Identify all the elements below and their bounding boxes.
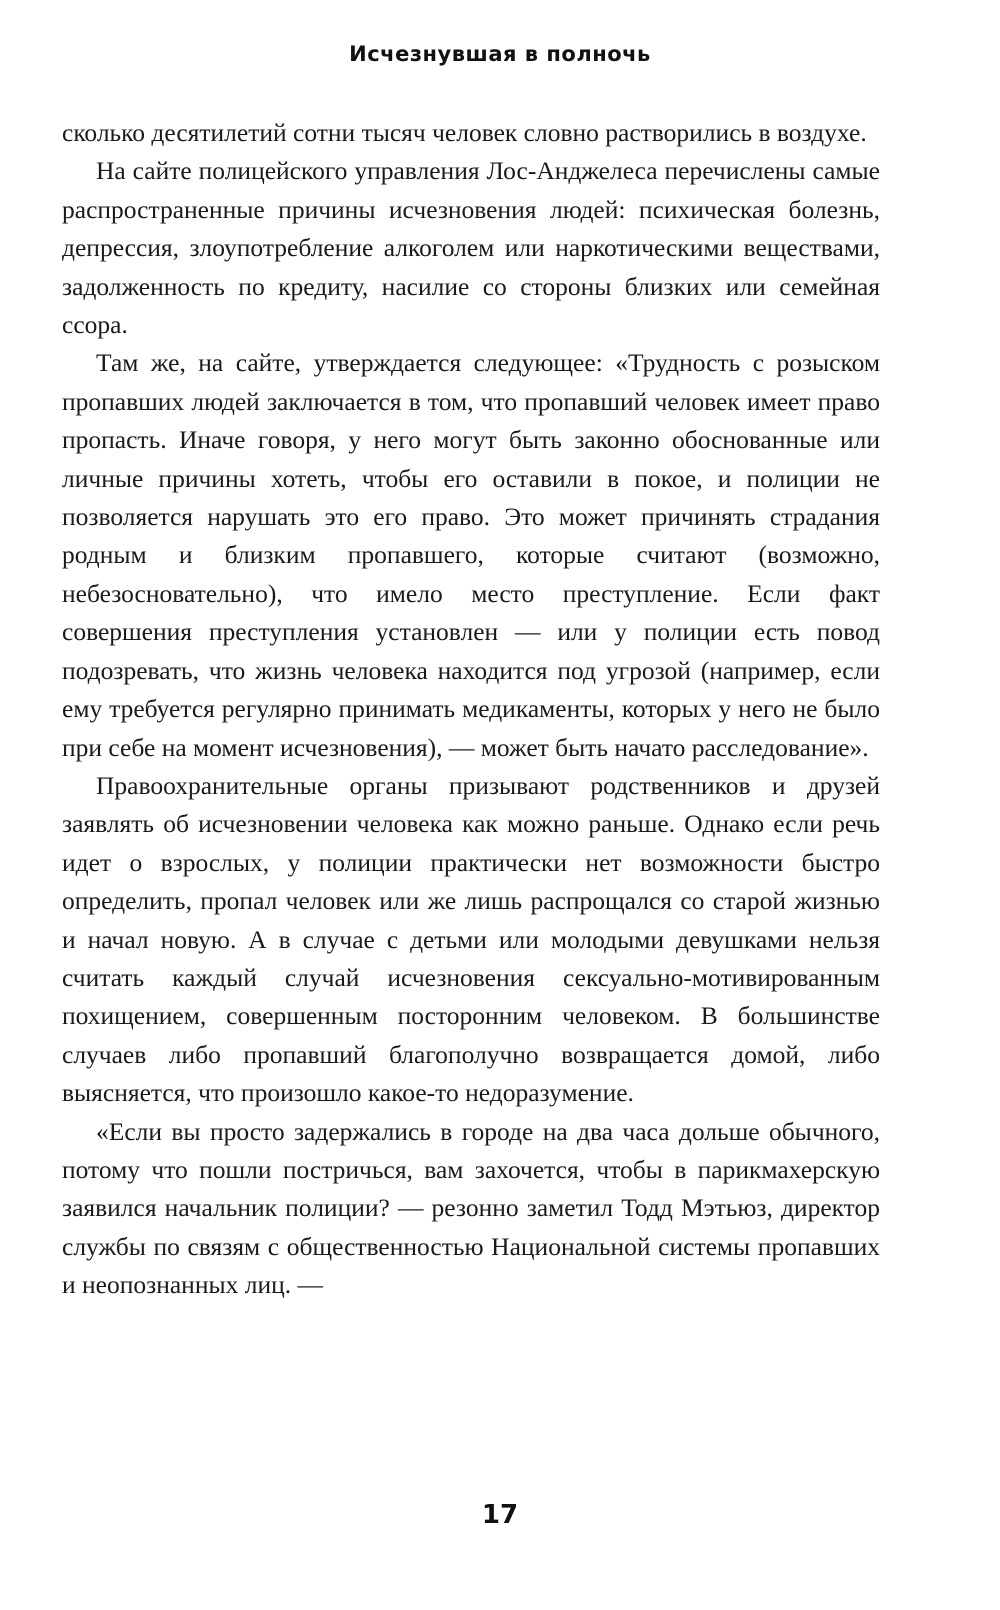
paragraph: «Если вы просто задержались в городе на два часа дольше обычного, потому что пошли постричься, вам захочется, чтобы в парикмахерскую заявился начальник полиции? — резонно заметил Тодд Мэтьюз, директор службы по связям с общественностью Национальной системы пропавших и неопознанных лиц. — xyxy=(62,1116,880,1300)
paragraph-continued: сколько десятилетий сотни тысяч человек словно растворились в воздухе. xyxy=(62,118,867,147)
paragraph: Там же, на сайте, утверждается следующее: «Трудность с розыском пропавших людей заключается в том, что пропавший человек имеет право пропасть. Иначе говоря, у него могут быть законно обоснованные или личные причины хотеть, чтобы его оставили в покое, и полиции не позволяется нарушать это его право. Это может причинять страдания родным и близким пропавшего, которые считают (возможно, небезосновательно), что имело место преступление. Если факт совершения преступления установлен — или у полиции есть повод подозревать, что жизнь человека находится под угрозой (например, если ему требуется регулярно принимать медикаменты, которых у него не было при себе на момент исчезновения), — может быть начато расследование». xyxy=(62,348,880,762)
paragraph: Правоохранительные органы призывают родственников и друзей заявлять об исчезновении человека как можно раньше. Однако если речь идет о взрослых, у полиции практически нет возможности быстро определить, пропал человек или же лишь распрощался со старой жизнью и начал новую. А в случае с детьми или молодыми девушками нельзя считать каждый случай исчезновения сексуально-мотивированным похищением, совершенным посторонним человеком. В большинстве случаев либо пропавший благополучно возвращается домой, либо выясняется, что произошло какое-то недоразумение. xyxy=(62,770,880,1108)
running-title: Исчезнувшая в полночь xyxy=(349,42,651,66)
page-number: 17 xyxy=(481,1500,519,1530)
body-text xyxy=(62,114,880,1305)
paragraph: На сайте полицейского управления Лос-Анджелеса перечислены самые распространенные причины исчезновения людей: психическая болезнь, депрессия, злоупотребление алкоголем или наркотическими веществами, задолженность по кредиту, насилие со стороны близких или семейная ссора. xyxy=(62,156,880,340)
